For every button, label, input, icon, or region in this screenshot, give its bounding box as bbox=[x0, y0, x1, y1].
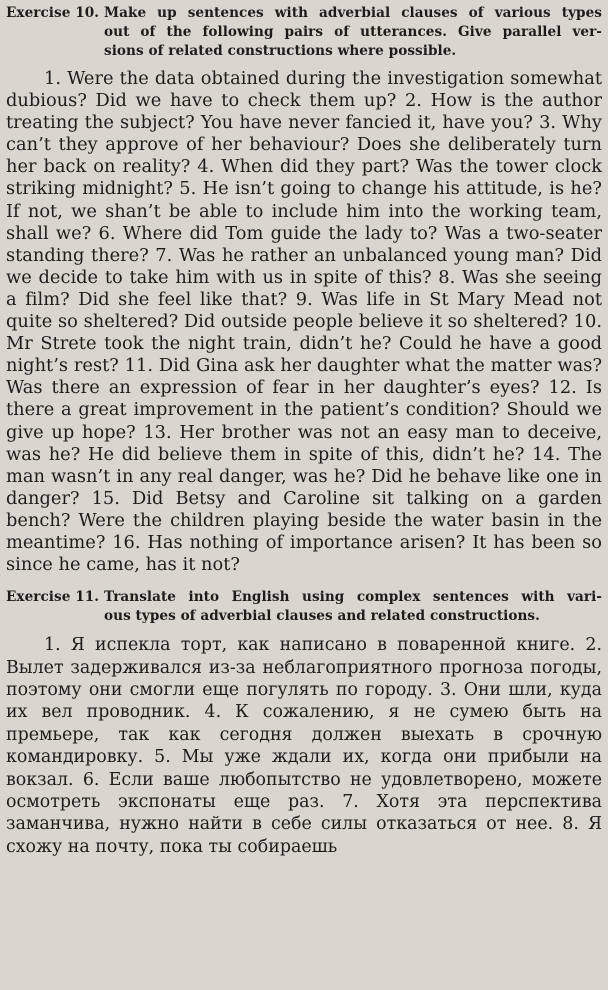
exercise-10-instruction bbox=[104, 4, 602, 61]
exercise-10-instruction-line: sions of related constructions where possible. bbox=[104, 43, 457, 59]
exercise-11-instruction bbox=[104, 588, 602, 626]
exercise-10-text: 1. Were the data obtained during the investigation somewhat dubious? Did we have to check them up? 2. How is the author treating the subject? You have never fancied it, have you? 3. Why can’t they approve of her behaviour? Does she deliberately turn her back on reality? 4. When did they part? Was the tower clock striking midnight? 5. He isn’t going to change his attitude, is he? If not, we shan’t be able to include him into the working team, shall we? 6. Where did Tom guide the lady to? Was a two-seater standing there? 7. Was he rather an unbalanced young man? Did we decide to take him with us in spite of this? 8. Was she seeing a film? Did she feel like that? 9. Was life in St Mary Mead not quite so sheltered? Did outside people believe it so sheltered? 10. Mr Strete took the night train, didn’t he? Could he have a good night’s rest? 11. Did Gina ask her daughter what the matter was? Was there an expression of fear in her daughter’s eyes? 12. Is there a great improvement in the patient’s condition? Should we give up hope? 13. Her brother was not an easy man to deceive, was he? He did believe them in spite of this, didn’t he? 14. The man wasn’t in any real danger, was he? Did he behave like one in danger? 15. Did Betsy and Caroline sit talking on a garden bench? Were the children playing beside the water basin in the meantime? 16. Has nothing of importance arisen? It has been so since he came, has it not? bbox=[6, 68, 602, 576]
exercise-11-text: 1. Я испекла торт, как написано в поваренной книге. 2. Вылет задерживался из-за неблагоприятного прогноза погоды, поэтому они смогли еще погулять по городу. 3. Они шли, куда их вел проводник. 4. К сожалению, я не сумею быть на премьере, так как сегодня должен выехать в срочную командировку. 5. Мы уже ждали их, когда они прибыли на вокзал. 6. Если ваше любопытство не удовлетворено, можете осмотреть экспонаты еще раз. 7. Хотя эта перспектива заманчива, нужно найти в себе силы отказаться от нее. 8. Я схожу на почту, пока ты собираешь bbox=[6, 635, 602, 857]
exercise-10-heading bbox=[6, 4, 602, 61]
section-gap bbox=[6, 576, 602, 588]
exercise-10-instruction-line: Make up sentences with adverbial clauses of various types bbox=[104, 5, 602, 21]
exercise-11-instruction-line: Translate into English using complex sentences with vari- bbox=[104, 589, 602, 606]
exercise-11-number: Exercise 11. bbox=[6, 589, 100, 606]
exercise-10-number: Exercise 10. bbox=[6, 5, 100, 21]
exercise-10-instruction-line: out of the following pairs of utterances. Give parallel ver- bbox=[104, 24, 602, 40]
exercise-11-heading bbox=[6, 588, 602, 626]
exercise-11-instruction-line: ous types of adverbial clauses and related constructions. bbox=[104, 608, 540, 625]
